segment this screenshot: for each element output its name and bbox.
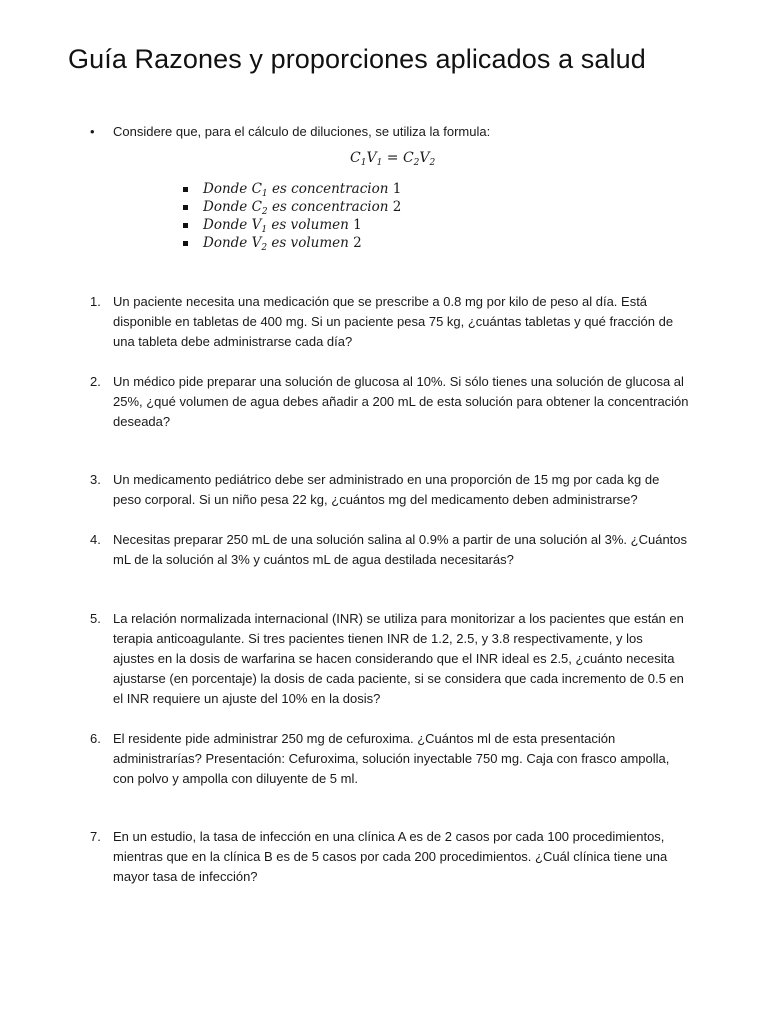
square-bullet-icon [183,223,188,228]
formula-c2-sub: 2 [413,158,420,168]
question-line: mL de la solución al 3% y cuántos mL de agua destilada necesitarás? [113,552,514,567]
question-text [113,827,705,887]
question-number: 1. [90,294,101,309]
question-number: 2. [90,374,101,389]
question-line: Necesitas preparar 250 mL de una solución salina al 0.9% a partir de una solución al 3%. ¿Cuántos [113,532,688,547]
question-text [113,372,705,432]
definition-text: Donde $C_2$ es concentracion 2 [203,199,402,217]
question-line: con polvo y ampolla con diluyente de 5 ml. [113,771,358,786]
question-text [113,530,705,570]
intro-text: Considere que, para el cálculo de diluciones, se utiliza la formula: [113,124,491,139]
formula-c1-sub: 1 [360,158,367,168]
question-line: mayor tasa de infección? [113,869,258,884]
question-line: ajustarse (en porcentaje) la dosis de cada paciente, si se considera que cada incremento de 0.5 en [113,671,684,686]
question-line: 25%, ¿qué volumen de agua debes añadir a 200 mL de esta solución para obtener la concentración [113,394,689,409]
question-line: terapia anticoagulante. Si tres pacientes tienen INR de 1.2, 2.5, y 3.8 respectivamente, y los [113,631,643,646]
question-number: 5. [90,611,101,626]
question-text [113,729,705,789]
question-line: La relación normalizada internacional (INR) se utiliza para monitorizar a los pacientes que están en [113,611,684,626]
formula-v2-sub: 2 [429,158,436,168]
question-line: ajustes en la dosis de warfarina se hacen considerando que el INR ideal es 2.5, ¿cuánto necesita [113,651,675,666]
question-line: el INR requiere un ajuste del 10% en la dosis? [113,691,381,706]
question-number: 4. [90,532,101,547]
definition-text: Donde $C_1$ es concentracion 1 [203,181,402,199]
question-line: Un medicamento pediátrico debe ser administrado en una proporción de 15 mg por cada kg de [113,472,660,487]
document-title: Guía Razones y proporciones aplicados a salud [68,44,646,74]
question-line: Un paciente necesita una medicación que se prescribe a 0.8 mg por kilo de peso al día. Está [113,294,648,309]
question-number: 7. [90,829,101,844]
definition-text: Donde $V_1$ es volumen 1 [203,217,362,235]
question-line: una tableta debe administrarse cada día? [113,334,353,349]
question-line: peso corporal. Si un niño pesa 22 kg, ¿cuántos mg del medicamento deben administrarse? [113,492,638,507]
bullet-icon: • [90,124,95,139]
definition-text: Donde $V_2$ es volumen 2 [203,235,362,253]
dilution-formula [350,150,435,168]
square-bullet-icon [183,241,188,246]
question-text [113,609,705,709]
question-line: mientras que en la clínica B es de 5 casos por cada 200 procedimientos. ¿Cuál clínica tiene una [113,849,668,864]
question-text [113,470,705,510]
question-number: 3. [90,472,101,487]
question-number: 6. [90,731,101,746]
question-line: El residente pide administrar 250 mg de cefuroxima. ¿Cuántos ml de esta presentación [113,731,616,746]
question-line: En un estudio, la tasa de infección en una clínica A es de 2 casos por cada 100 procedimientos, [113,829,665,844]
question-line: administrarías? Presentación: Cefuroxima, solución inyectable 750 mg. Caja con frasco ampolla, [113,751,670,766]
question-line: Un médico pide preparar una solución de glucosa al 10%. Si sólo tienes una solución de glucosa al [113,374,684,389]
question-line: deseada? [113,414,171,429]
formula-equals: = [382,150,403,166]
square-bullet-icon [183,205,188,210]
formula-v1-sub: 1 [376,158,383,168]
formula-v2: V [419,150,430,166]
question-text [113,292,705,352]
formula-v1: V [366,150,377,166]
formula-c2: C [402,150,414,166]
square-bullet-icon [183,187,188,192]
question-line: disponible en tabletas de 400 mg. Si un paciente pesa 75 kg, ¿cuántas tabletas y qué fracción de [113,314,674,329]
formula-c1: C [350,150,361,166]
